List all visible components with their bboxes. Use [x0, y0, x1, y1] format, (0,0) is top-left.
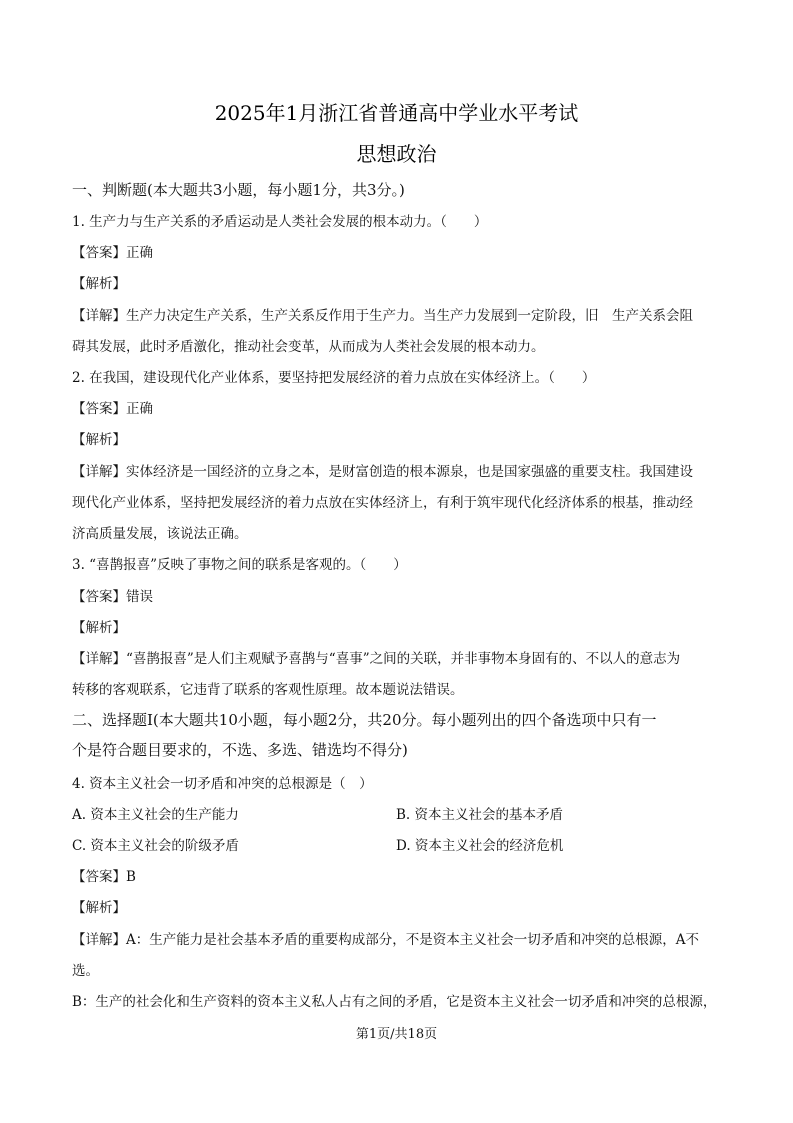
- answer-tag: 【答案】: [72, 869, 126, 885]
- answer-tag: 【答案】: [72, 245, 126, 261]
- answer-tag: 【答案】: [72, 589, 126, 605]
- question-4-option-b: B. 资本主义社会的基本矛盾: [396, 807, 564, 823]
- answer-value: 正确: [126, 401, 153, 417]
- question-4-detail-line-1: 【详解】A：生产能力是社会基本矛盾的重要构成部分，不是资本主义社会一切矛盾和冲突的总根源，A不: [72, 932, 699, 948]
- answer-tag: 【答案】: [72, 401, 126, 417]
- question-4-detail-line-2: 选。: [72, 963, 99, 979]
- question-1-answer: [72, 241, 153, 261]
- question-4-option-a: A. 资本主义社会的生产能力: [72, 807, 239, 823]
- document-title: 2025年1月浙江省普通高中学业水平考试: [214, 101, 579, 125]
- question-4-option-c: C. 资本主义社会的阶级矛盾: [72, 838, 239, 854]
- question-1-analysis-tag: 【解析】: [72, 276, 126, 292]
- question-4-option-d: D. 资本主义社会的经济危机: [396, 838, 564, 854]
- section-heading-choice-line-1: 二、选择题Ⅰ(本大题共10小题，每小题2分，共20分。每小题列出的四个备选项中只有一: [72, 711, 657, 729]
- question-2-detail-line-1: 【详解】实体经济是一国经济的立身之本，是财富创造的根本源泉，也是国家强盛的重要支柱。我国建设: [72, 464, 693, 480]
- question-1-stem: 1. 生产力与生产关系的矛盾运动是人类社会发展的根本动力。（ ）: [72, 214, 488, 230]
- question-1-detail-line-1: 【详解】生产力决定生产关系，生产关系反作用于生产力。当生产力发展到一定阶段，旧 生产关系会阻: [72, 308, 693, 324]
- question-2-answer: [72, 397, 153, 417]
- question-4-stem: 4. 资本主义社会一切矛盾和冲突的总根源是（ ）: [72, 776, 373, 792]
- question-3-analysis-tag: 【解析】: [72, 620, 126, 636]
- question-4-analysis-tag: 【解析】: [72, 900, 126, 916]
- question-2-analysis-tag: 【解析】: [72, 432, 126, 448]
- question-1-detail-line-2: 碍其发展，此时矛盾激化，推动社会变革，从而成为人类社会发展的根本动力。: [72, 339, 545, 355]
- answer-value: B: [126, 869, 136, 885]
- question-4-answer: [72, 865, 136, 885]
- question-2-detail-line-3: 济高质量发展，该说法正确。: [72, 526, 248, 542]
- subject-title: 思想政治: [356, 142, 437, 166]
- question-3-detail-line-2: 转移的客观联系，它违背了联系的客观性原理。故本题说法错误。: [72, 682, 464, 698]
- answer-value: 错误: [126, 589, 153, 605]
- question-3-stem: 3. “喜鹊报喜”反映了事物之间的联系是客观的。（ ）: [72, 557, 407, 573]
- page-footer: 第1页/共18页: [355, 1027, 438, 1042]
- question-3-detail-line-1: 【详解】“喜鹊报喜”是人们主观赋予喜鹊与“喜事”之间的关联，并非事物本身固有的、不以人的意志为: [72, 651, 681, 667]
- question-4-detail-line-3: B：生产的社会化和生产资料的资本主义私人占有之间的矛盾，它是资本主义社会一切矛盾和冲突的总根源，: [72, 994, 717, 1010]
- section-heading-judgement: 一、判断题(本大题共3小题，每小题1分，共3分。): [72, 181, 405, 199]
- section-heading-choice-line-2: 个是符合题目要求的，不选、多选、错选均不得分): [72, 741, 408, 759]
- question-2-detail-line-2: 现代化产业体系，坚持把发展经济的着力点放在实体经济上，有利于筑牢现代化经济体系的根基，推动经: [72, 495, 693, 511]
- answer-value: 正确: [126, 245, 153, 261]
- question-2-stem: 2. 在我国，建设现代化产业体系，要坚持把发展经济的着力点放在实体经济上。（ ）: [72, 370, 596, 386]
- question-3-answer: [72, 585, 153, 605]
